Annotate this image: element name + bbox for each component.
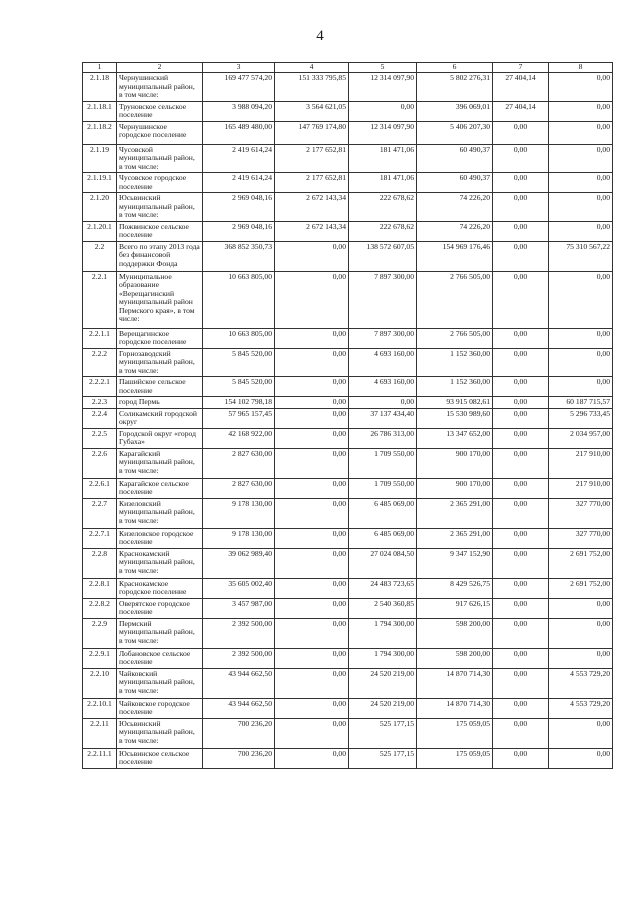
cell-col-8: 0,00	[549, 348, 613, 377]
cell-col-6: 2 766 505,00	[417, 271, 493, 328]
cell-number: 2.2.8	[83, 548, 117, 578]
cell-col-7: 0,00	[493, 528, 549, 548]
cell-col-3: 42 168 922,00	[203, 428, 275, 448]
cell-municipality: Карагайское сельское поселение	[117, 478, 203, 498]
table-body	[83, 73, 613, 769]
cell-col-4: 0,00	[275, 408, 349, 428]
cell-number: 2.2.2.1	[83, 377, 117, 397]
cell-col-8: 0,00	[549, 193, 613, 222]
cell-col-6: 917 626,15	[417, 598, 493, 618]
cell-col-6: 74 226,20	[417, 193, 493, 222]
cell-number: 2.2.5	[83, 428, 117, 448]
cell-municipality: Карагайский муниципальный район, в том числе:	[117, 448, 203, 478]
cell-col-7: 0,00	[493, 377, 549, 397]
data-table	[82, 62, 613, 769]
cell-col-3: 154 102 798,18	[203, 397, 275, 409]
table-row	[83, 144, 613, 173]
cell-col-5: 24 520 219,00	[349, 698, 417, 718]
cell-number: 2.1.19	[83, 144, 117, 173]
cell-col-4: 2 177 652,81	[275, 144, 349, 173]
table-row	[83, 173, 613, 193]
cell-col-5: 1 794 300,00	[349, 618, 417, 648]
column-header: 6	[417, 63, 493, 73]
column-header: 7	[493, 63, 549, 73]
cell-number: 2.2.6	[83, 448, 117, 478]
cell-col-6: 74 226,20	[417, 221, 493, 241]
cell-col-3: 368 852 350,73	[203, 241, 275, 271]
cell-col-3: 9 178 130,00	[203, 528, 275, 548]
cell-col-7: 0,00	[493, 428, 549, 448]
cell-number: 2.1.20	[83, 193, 117, 222]
cell-municipality: Верещагинское городское поселение	[117, 328, 203, 348]
table-row	[83, 328, 613, 348]
cell-col-7: 0,00	[493, 698, 549, 718]
cell-col-6: 598 200,00	[417, 648, 493, 668]
cell-col-6: 2 365 291,00	[417, 528, 493, 548]
cell-col-5: 26 786 313,00	[349, 428, 417, 448]
cell-col-8: 2 034 957,00	[549, 428, 613, 448]
cell-col-4: 0,00	[275, 498, 349, 528]
cell-col-3: 43 944 662,50	[203, 668, 275, 698]
table-row	[83, 528, 613, 548]
cell-col-7: 0,00	[493, 144, 549, 173]
cell-col-7: 0,00	[493, 498, 549, 528]
cell-col-4: 0,00	[275, 528, 349, 548]
cell-col-4: 2 672 143,34	[275, 193, 349, 222]
cell-col-8: 217 910,00	[549, 448, 613, 478]
cell-col-6: 60 490,37	[417, 173, 493, 193]
cell-col-7: 0,00	[493, 548, 549, 578]
cell-col-8: 0,00	[549, 748, 613, 768]
cell-number: 2.2.7.1	[83, 528, 117, 548]
cell-number: 2.1.20.1	[83, 221, 117, 241]
table-row	[83, 748, 613, 768]
cell-col-5: 6 485 069,00	[349, 528, 417, 548]
cell-number: 2.1.18	[83, 73, 117, 102]
cell-col-5: 181 471,06	[349, 173, 417, 193]
table-row	[83, 348, 613, 377]
cell-municipality: город Пермь	[117, 397, 203, 409]
cell-municipality: Чусовской муниципальный район, в том числе:	[117, 144, 203, 173]
cell-col-3: 2 392 500,00	[203, 618, 275, 648]
table-row	[83, 448, 613, 478]
cell-col-8: 0,00	[549, 121, 613, 144]
cell-number: 2.2.6.1	[83, 478, 117, 498]
cell-col-8: 75 310 567,22	[549, 241, 613, 271]
table-row	[83, 648, 613, 668]
cell-col-6: 154 969 176,46	[417, 241, 493, 271]
cell-col-4: 0,00	[275, 271, 349, 328]
cell-col-3: 2 827 630,00	[203, 448, 275, 478]
cell-number: 2.2.8.2	[83, 598, 117, 618]
table-row	[83, 193, 613, 222]
cell-col-8: 327 770,00	[549, 528, 613, 548]
cell-municipality: Юсьвинский муниципальный район, в том числе:	[117, 193, 203, 222]
cell-number: 2.2	[83, 241, 117, 271]
cell-col-8: 0,00	[549, 173, 613, 193]
cell-col-4: 0,00	[275, 748, 349, 768]
cell-col-5: 222 678,62	[349, 221, 417, 241]
table-row	[83, 578, 613, 598]
cell-col-8: 327 770,00	[549, 498, 613, 528]
cell-col-7: 0,00	[493, 748, 549, 768]
column-header: 5	[349, 63, 417, 73]
table-row	[83, 598, 613, 618]
cell-col-3: 700 236,20	[203, 718, 275, 748]
cell-col-6: 14 870 714,30	[417, 698, 493, 718]
cell-col-5: 12 314 097,90	[349, 121, 417, 144]
cell-number: 2.2.9	[83, 618, 117, 648]
cell-col-4: 0,00	[275, 478, 349, 498]
cell-col-6: 14 870 714,30	[417, 668, 493, 698]
cell-col-4: 147 769 174,80	[275, 121, 349, 144]
cell-municipality: Пермский муниципальный район, в том числе:	[117, 618, 203, 648]
table-row	[83, 121, 613, 144]
cell-col-7: 0,00	[493, 718, 549, 748]
cell-col-5: 222 678,62	[349, 193, 417, 222]
cell-municipality: Чусовское городское поселение	[117, 173, 203, 193]
cell-col-4: 0,00	[275, 668, 349, 698]
cell-number: 2.2.3	[83, 397, 117, 409]
cell-col-8: 0,00	[549, 377, 613, 397]
cell-col-6: 1 152 360,00	[417, 348, 493, 377]
table-row	[83, 498, 613, 528]
cell-col-5: 4 693 160,00	[349, 377, 417, 397]
cell-col-8: 0,00	[549, 101, 613, 121]
cell-col-3: 39 062 989,40	[203, 548, 275, 578]
table-row	[83, 718, 613, 748]
cell-municipality: Горнозаводский муниципальный район, в том числе:	[117, 348, 203, 377]
cell-col-8: 0,00	[549, 328, 613, 348]
table-row	[83, 101, 613, 121]
cell-col-7: 0,00	[493, 193, 549, 222]
cell-col-8: 5 296 733,45	[549, 408, 613, 428]
cell-col-7: 0,00	[493, 618, 549, 648]
cell-col-6: 598 200,00	[417, 618, 493, 648]
table-row	[83, 221, 613, 241]
page-number: 4	[316, 28, 324, 44]
cell-col-7: 0,00	[493, 668, 549, 698]
cell-col-8: 217 910,00	[549, 478, 613, 498]
cell-col-4: 0,00	[275, 448, 349, 478]
cell-col-4: 0,00	[275, 718, 349, 748]
cell-col-8: 0,00	[549, 718, 613, 748]
cell-col-7: 27 404,14	[493, 73, 549, 102]
cell-col-5: 525 177,15	[349, 748, 417, 768]
cell-number: 2.2.2	[83, 348, 117, 377]
cell-col-8: 2 691 752,00	[549, 578, 613, 598]
cell-col-7: 0,00	[493, 598, 549, 618]
cell-col-4: 2 177 652,81	[275, 173, 349, 193]
cell-col-5: 1 709 550,00	[349, 448, 417, 478]
cell-number: 2.2.1.1	[83, 328, 117, 348]
cell-municipality: Лобановское сельское поселение	[117, 648, 203, 668]
cell-col-4: 0,00	[275, 348, 349, 377]
cell-col-4: 0,00	[275, 397, 349, 409]
table-row	[83, 478, 613, 498]
cell-municipality: Труновское сельское поселение	[117, 101, 203, 121]
cell-col-6: 900 170,00	[417, 448, 493, 478]
cell-col-3: 2 827 630,00	[203, 478, 275, 498]
cell-col-5: 27 024 084,50	[349, 548, 417, 578]
cell-municipality: Всего по этапу 2013 года без финансовой поддержки Фонда	[117, 241, 203, 271]
cell-col-6: 175 059,05	[417, 718, 493, 748]
cell-col-5: 12 314 097,90	[349, 73, 417, 102]
cell-municipality: Оверятское городское поселение	[117, 598, 203, 618]
cell-municipality: Кизеловский муниципальный район, в том числе:	[117, 498, 203, 528]
cell-col-6: 60 490,37	[417, 144, 493, 173]
cell-number: 2.2.7	[83, 498, 117, 528]
cell-col-3: 57 965 157,45	[203, 408, 275, 428]
cell-municipality: Соликамский городской округ	[117, 408, 203, 428]
cell-col-7: 0,00	[493, 271, 549, 328]
cell-col-4: 0,00	[275, 328, 349, 348]
cell-col-6: 13 347 652,00	[417, 428, 493, 448]
cell-col-7: 27 404,14	[493, 101, 549, 121]
cell-col-8: 0,00	[549, 221, 613, 241]
cell-col-4: 0,00	[275, 377, 349, 397]
cell-col-5: 37 137 434,40	[349, 408, 417, 428]
column-header: 3	[203, 63, 275, 73]
cell-col-7: 0,00	[493, 648, 549, 668]
cell-col-4: 0,00	[275, 548, 349, 578]
cell-col-7: 0,00	[493, 397, 549, 409]
table-header-row	[83, 63, 613, 73]
cell-number: 2.1.18.1	[83, 101, 117, 121]
cell-number: 2.1.18.2	[83, 121, 117, 144]
cell-col-4: 3 564 621,05	[275, 101, 349, 121]
cell-col-3: 10 663 805,00	[203, 271, 275, 328]
cell-municipality: Юсьвинский муниципальный район, в том числе:	[117, 718, 203, 748]
cell-col-3: 169 477 574,20	[203, 73, 275, 102]
cell-number: 2.2.10	[83, 668, 117, 698]
cell-col-3: 5 845 520,00	[203, 348, 275, 377]
cell-col-6: 5 406 207,30	[417, 121, 493, 144]
cell-municipality: Чернушинское городское поселение	[117, 121, 203, 144]
column-header: 1	[83, 63, 117, 73]
cell-col-5: 525 177,15	[349, 718, 417, 748]
cell-col-4: 0,00	[275, 241, 349, 271]
cell-municipality: Пашийское сельское поселение	[117, 377, 203, 397]
cell-col-7: 0,00	[493, 408, 549, 428]
cell-col-7: 0,00	[493, 221, 549, 241]
cell-col-6: 175 059,05	[417, 748, 493, 768]
cell-number: 2.2.9.1	[83, 648, 117, 668]
cell-col-3: 2 392 500,00	[203, 648, 275, 668]
cell-col-3: 165 489 480,00	[203, 121, 275, 144]
cell-col-3: 10 663 805,00	[203, 328, 275, 348]
cell-municipality: Юсьвинское сельское поселение	[117, 748, 203, 768]
table-row	[83, 548, 613, 578]
table-row	[83, 668, 613, 698]
cell-col-8: 60 187 715,57	[549, 397, 613, 409]
cell-number: 2.2.1	[83, 271, 117, 328]
cell-col-6: 900 170,00	[417, 478, 493, 498]
cell-municipality: Краснокамский муниципальный район, в том числе:	[117, 548, 203, 578]
cell-col-7: 0,00	[493, 578, 549, 598]
cell-col-5: 7 897 300,00	[349, 271, 417, 328]
table-row	[83, 73, 613, 102]
cell-col-3: 2 419 614,24	[203, 173, 275, 193]
cell-col-5: 0,00	[349, 101, 417, 121]
cell-municipality: Краснокамское городское поселение	[117, 578, 203, 598]
cell-col-3: 2 969 048,16	[203, 221, 275, 241]
cell-col-3: 2 969 048,16	[203, 193, 275, 222]
table-row	[83, 618, 613, 648]
cell-col-4: 0,00	[275, 578, 349, 598]
cell-col-5: 24 520 219,00	[349, 668, 417, 698]
cell-col-6: 2 766 505,00	[417, 328, 493, 348]
table-row	[83, 428, 613, 448]
cell-col-5: 4 693 160,00	[349, 348, 417, 377]
cell-col-4: 0,00	[275, 618, 349, 648]
cell-col-4: 0,00	[275, 648, 349, 668]
cell-col-5: 0,00	[349, 397, 417, 409]
cell-col-7: 0,00	[493, 478, 549, 498]
cell-col-4: 0,00	[275, 698, 349, 718]
column-header: 8	[549, 63, 613, 73]
cell-number: 2.2.11.1	[83, 748, 117, 768]
cell-number: 2.1.19.1	[83, 173, 117, 193]
cell-col-6: 2 365 291,00	[417, 498, 493, 528]
cell-col-6: 5 802 276,31	[417, 73, 493, 102]
cell-col-7: 0,00	[493, 173, 549, 193]
cell-col-4: 0,00	[275, 598, 349, 618]
cell-col-3: 9 178 130,00	[203, 498, 275, 528]
cell-col-5: 181 471,06	[349, 144, 417, 173]
table-row	[83, 271, 613, 328]
cell-col-3: 35 605 002,40	[203, 578, 275, 598]
cell-col-8: 0,00	[549, 271, 613, 328]
cell-municipality: Пожвинское сельское поселение	[117, 221, 203, 241]
table-row	[83, 408, 613, 428]
cell-municipality: Чайковский муниципальный район, в том числе:	[117, 668, 203, 698]
cell-col-5: 1 709 550,00	[349, 478, 417, 498]
cell-col-8: 0,00	[549, 73, 613, 102]
cell-municipality: Чернушинский муниципальный район, в том числе:	[117, 73, 203, 102]
cell-col-8: 4 553 729,20	[549, 698, 613, 718]
cell-col-6: 15 530 989,60	[417, 408, 493, 428]
cell-col-8: 0,00	[549, 648, 613, 668]
table-row	[83, 698, 613, 718]
cell-municipality: Муниципальное образование «Верещагинский муниципальный район Пермского края», в том числе:	[117, 271, 203, 328]
cell-col-6: 8 429 526,75	[417, 578, 493, 598]
cell-number: 2.2.8.1	[83, 578, 117, 598]
cell-col-8: 0,00	[549, 144, 613, 173]
cell-col-5: 7 897 300,00	[349, 328, 417, 348]
cell-number: 2.2.10.1	[83, 698, 117, 718]
cell-col-5: 138 572 607,05	[349, 241, 417, 271]
cell-col-3: 3 988 094,20	[203, 101, 275, 121]
cell-col-6: 93 915 082,61	[417, 397, 493, 409]
cell-municipality: Чайковское городское поселение	[117, 698, 203, 718]
cell-col-8: 2 691 752,00	[549, 548, 613, 578]
cell-col-6: 9 347 152,90	[417, 548, 493, 578]
cell-col-7: 0,00	[493, 121, 549, 144]
cell-col-7: 0,00	[493, 448, 549, 478]
cell-col-7: 0,00	[493, 348, 549, 377]
table-row	[83, 377, 613, 397]
cell-col-3: 3 457 987,00	[203, 598, 275, 618]
cell-col-8: 4 553 729,20	[549, 668, 613, 698]
cell-col-5: 24 483 723,65	[349, 578, 417, 598]
column-header: 4	[275, 63, 349, 73]
table-row	[83, 397, 613, 409]
cell-col-6: 396 069,01	[417, 101, 493, 121]
cell-number: 2.2.4	[83, 408, 117, 428]
cell-col-4: 0,00	[275, 428, 349, 448]
cell-col-8: 0,00	[549, 618, 613, 648]
table-row	[83, 241, 613, 271]
cell-col-3: 43 944 662,50	[203, 698, 275, 718]
cell-col-7: 0,00	[493, 328, 549, 348]
cell-col-5: 6 485 069,00	[349, 498, 417, 528]
cell-municipality: Кизеловское городское поселение	[117, 528, 203, 548]
cell-col-8: 0,00	[549, 598, 613, 618]
cell-col-5: 1 794 300,00	[349, 648, 417, 668]
cell-col-4: 2 672 143,34	[275, 221, 349, 241]
cell-col-7: 0,00	[493, 241, 549, 271]
cell-col-5: 2 540 360,85	[349, 598, 417, 618]
cell-col-4: 151 333 795,85	[275, 73, 349, 102]
cell-col-3: 700 236,20	[203, 748, 275, 768]
cell-col-6: 1 152 360,00	[417, 377, 493, 397]
cell-municipality: Городской округ «город Губаха»	[117, 428, 203, 448]
cell-col-3: 2 419 614,24	[203, 144, 275, 173]
column-header: 2	[117, 63, 203, 73]
cell-number: 2.2.11	[83, 718, 117, 748]
cell-col-3: 5 845 520,00	[203, 377, 275, 397]
